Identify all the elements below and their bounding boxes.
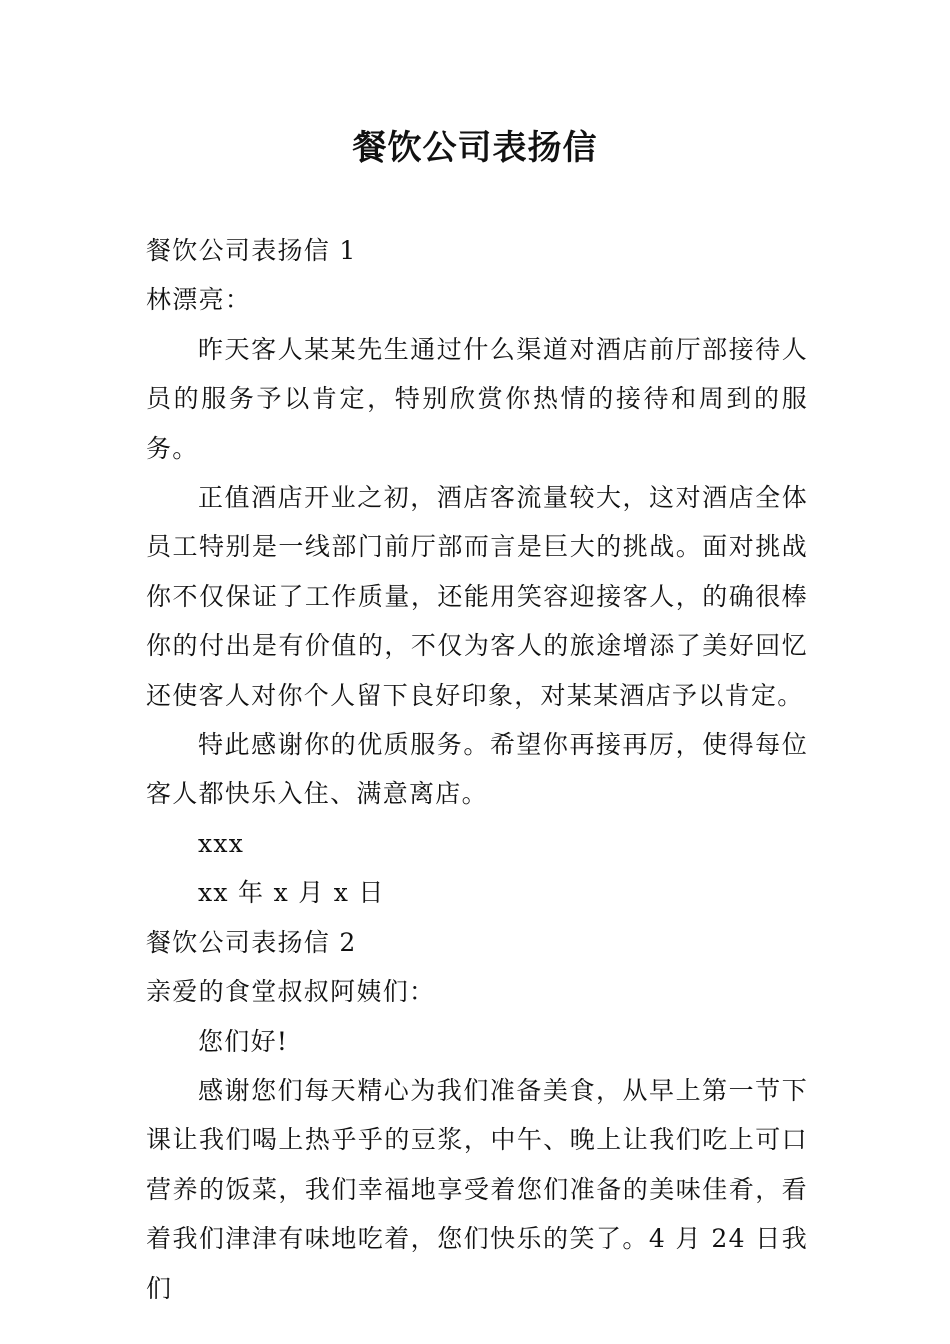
paragraph: 感谢您们每天精心为我们准备美食，从早上第一节下课让我们喝上热乎乎的豆浆，中午、晚上让我们吃上可口营养的饭菜，我们幸福地享受着您们准备的美味佳肴，看着我们津津有味地吃着，您们快乐的笑了。4 月 24 日我们 xyxy=(146,1075,808,1303)
section-heading-1: 餐饮公司表扬信 1 xyxy=(146,236,357,265)
signature: xxx xyxy=(198,828,245,858)
paragraph: 特此感谢你的优质服务。希望你再接再厉，使得每位客人都快乐入住、满意离店。 xyxy=(146,730,808,809)
document-title: 餐饮公司表扬信 xyxy=(352,128,598,168)
document-body xyxy=(146,226,808,1313)
greeting: 您们好! xyxy=(198,1026,289,1056)
paragraph: 昨天客人某某先生通过什么渠道对酒店前厅部接待人员的服务予以肯定，特别欣赏你热情的接待和周到的服务。 xyxy=(146,334,808,463)
date-line: xx 年 x 月 x 日 xyxy=(198,878,385,908)
paragraph: 正值酒店开业之初，酒店客流量较大，这对酒店全体员工特别是一线部门前厅部而言是巨大的挑战。面对挑战你不仅保证了工作质量，还能用笑容迎接客人，的确很棒你的付出是有价值的，不仅为客人的旅途增添了美好回忆还使客人对你个人留下良好印象，对某某酒店予以肯定。 xyxy=(146,483,808,710)
section-heading-2: 餐饮公司表扬信 2 xyxy=(146,927,357,957)
salutation-1: 林漂亮： xyxy=(146,285,252,315)
salutation-2: 亲爱的食堂叔叔阿姨们： xyxy=(146,977,436,1007)
